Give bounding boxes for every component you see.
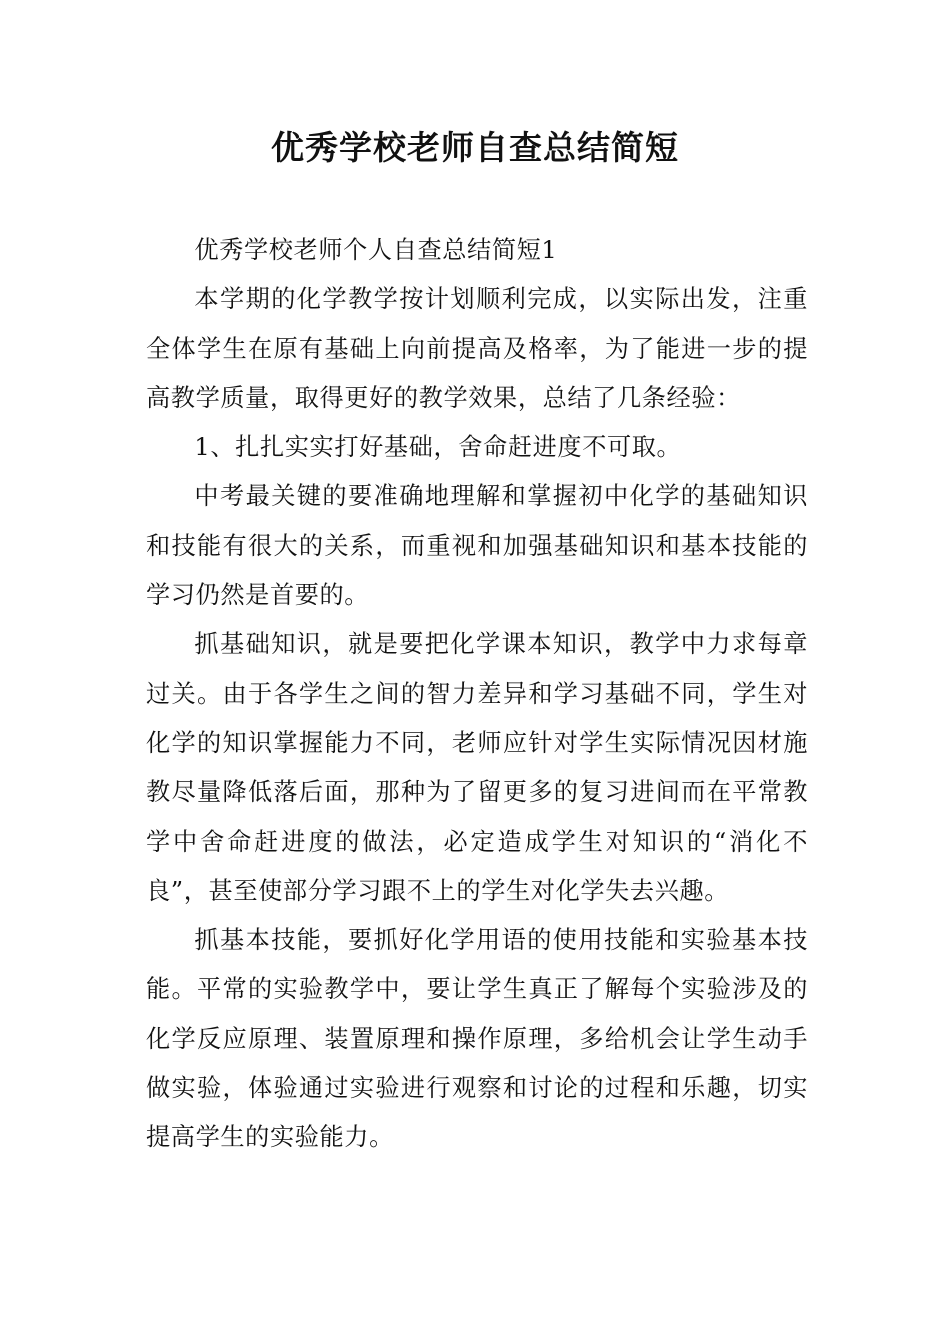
paragraph-basic-skills: 抓基本技能，要抓好化学用语的使用技能和实验基本技能。平常的实验教学中，要让学生真正了解每个实验涉及的化学反应原理、装置原理和操作原理，多给机会让学生动手做实验，体验通过实验进行观察和讨论的过程和乐趣，切实提高学生的实验能力。 xyxy=(146,926,808,1152)
paragraph-point-1: 1、扎扎实实打好基础，舍命赶进度不可取。 xyxy=(194,433,682,462)
paragraph-intro: 本学期的化学教学按计划顺利完成，以实际出发，注重全体学生在原有基础上向前提高及格率，为了能进一步的提高教学质量，取得更好的教学效果，总结了几条经验： xyxy=(146,285,808,412)
document-body xyxy=(146,226,808,1163)
paragraph-subtitle: 优秀学校老师个人自查总结简短1 xyxy=(194,236,558,264)
paragraph-basics: 中考最关键的要准确地理解和掌握初中化学的基础知识和技能有很大的关系，而重视和加强基础知识和基本技能的学习仍然是首要的。 xyxy=(146,482,808,610)
paragraph-basic-knowledge: 抓基础知识，就是要把化学课本知识，教学中力求每章过关。由于各学生之间的智力差异和学习基础不同，学生对化学的知识掌握能力不同，老师应针对学生实际情况因材施教尽量降低落后面，那种为了留更多的复习进间而在平常教学中舍命赶进度的做法，必定造成学生对知识的“消化不良”，甚至使部分学习跟不上的学生对化学失去兴趣。 xyxy=(146,630,808,905)
document-title: 优秀学校老师自查总结简短 xyxy=(271,128,679,167)
